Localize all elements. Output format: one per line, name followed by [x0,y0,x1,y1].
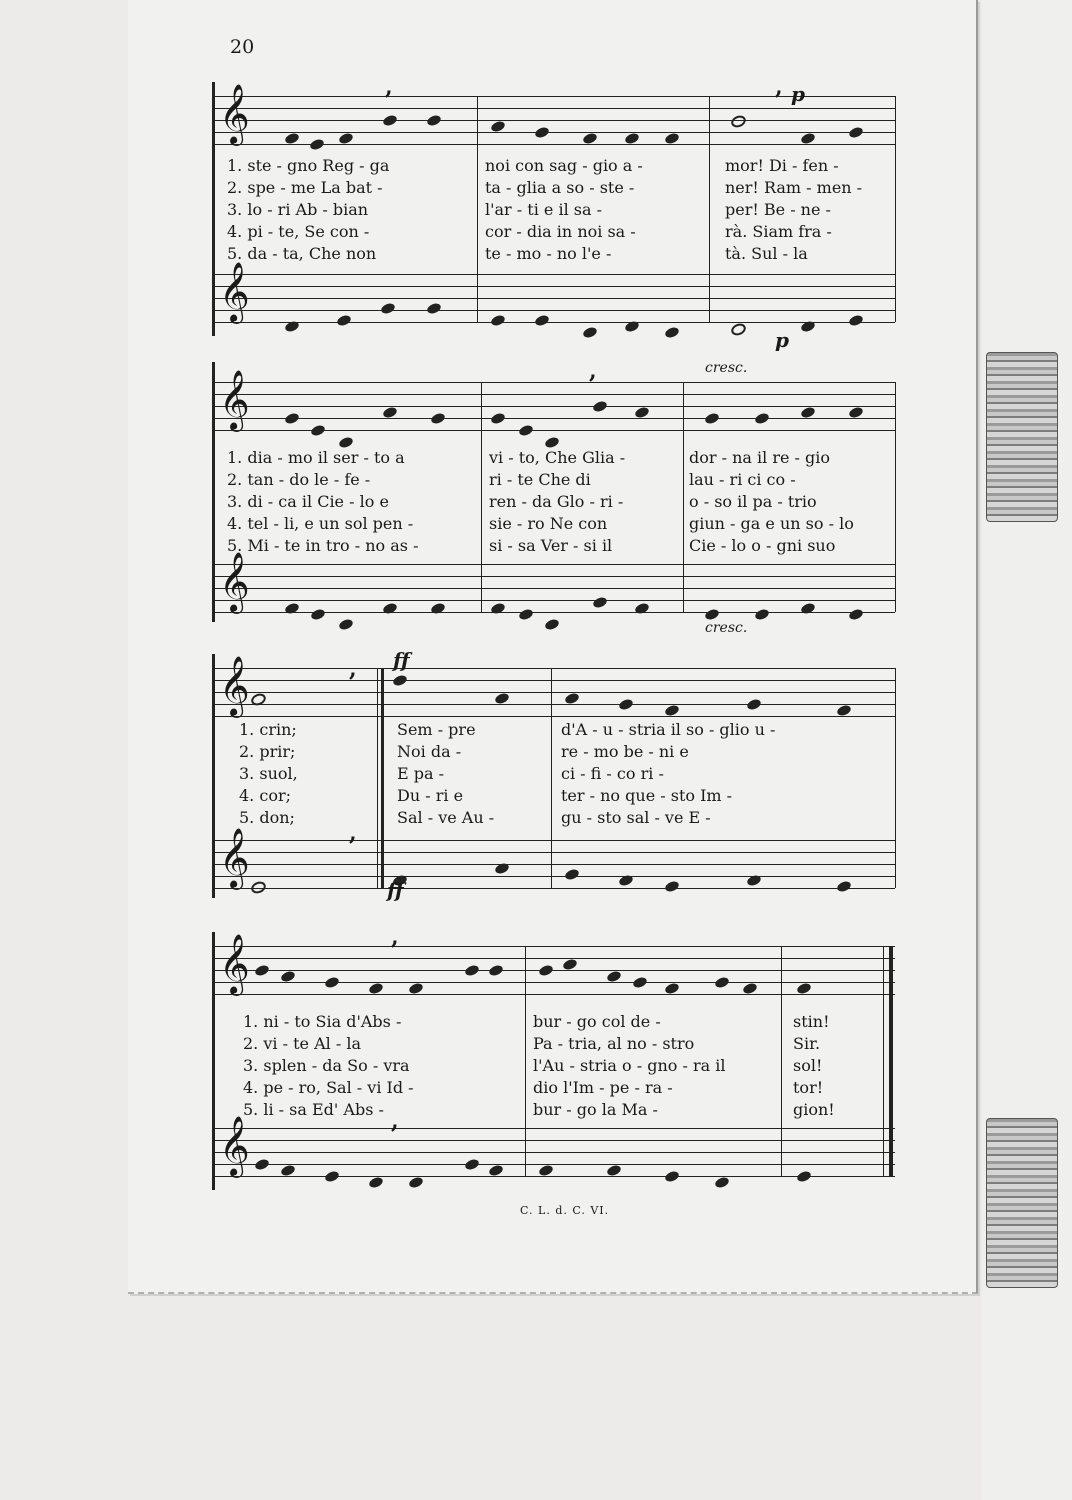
lyric-text: 2. spe - me La bat - [227,178,383,197]
barline [895,668,896,888]
lyric-line [215,1034,895,1056]
lyric-text: 1. ste - gno Reg - ga [227,156,390,175]
staff-line [215,970,895,971]
lyric-text: 2. prir; [239,742,296,761]
staff-line [215,668,895,669]
lyric-line [215,514,895,536]
lyric-text: 4. pi - te, Se con - [227,222,370,241]
lyric-line [215,492,895,514]
lyric-text: tà. Sul - la [725,244,808,263]
lyric-text: re - mo be - ni e [561,742,689,761]
treble-clef-icon: 𝄞 [219,934,250,994]
lyric-line [215,742,895,764]
lyric-line [215,720,895,742]
lyric-text: 5. li - sa Ed' Abs - [243,1100,384,1119]
lyric-text: tor! [793,1078,824,1097]
lyric-line [215,156,895,178]
dynamic-fortissimo: ff [387,878,404,902]
lyric-text: ren - da Glo - ri - [489,492,624,511]
lyric-text: 1. crin; [239,720,297,739]
dynamic-fortissimo: ff [393,648,410,672]
staff-line [215,680,895,681]
staff-line [215,564,895,565]
lyric-text: 2. tan - do le - fe - [227,470,371,489]
lyric-text: d'A - u - stria il so - glio u - [561,720,776,739]
lyric-text: ner! Ram - men - [725,178,863,197]
lyric-line [215,178,895,200]
staff-line [215,132,895,133]
dynamic-piano: p [791,82,805,106]
breath-mark: , [349,656,357,682]
staff-line [215,1176,895,1177]
lyric-text: 4. cor; [239,786,291,805]
breath-mark: , [589,358,597,384]
lyric-text: sol! [793,1056,823,1075]
lyric-text: Noi da - [397,742,462,761]
lyric-text: 1. dia - mo il ser - to a [227,448,405,467]
treble-clef-icon: 𝄞 [219,262,250,322]
lyric-text: Sem - pre [397,720,476,739]
lyric-text: 3. splen - da So - vra [243,1056,410,1075]
lyric-text: Cie - lo o - gni suo [689,536,836,555]
staff-line [215,108,895,109]
lyric-text: 5. Mi - te in tro - no as - [227,536,419,555]
lyric-line [215,244,895,266]
lyric-text: lau - ri ci co - [689,470,796,489]
staff-line [215,588,895,589]
lyric-text: l'ar - ti e il sa - [485,200,603,219]
lyric-text: Sal - ve Au - [397,808,495,827]
breath-mark: , [349,820,357,846]
lyric-text: 3. di - ca il Cie - lo e [227,492,389,511]
publisher-mark: C. L. d. C. VI. [520,1204,610,1217]
barline [895,382,896,612]
lyric-line [215,1012,895,1034]
lyric-text: gu - sto sal - ve E - [561,808,711,827]
lyric-text: ta - glia a so - ste - [485,178,635,197]
staff-line [215,382,895,383]
staff-line [215,876,895,877]
lyric-line [215,764,895,786]
staff-line [215,994,895,995]
treble-clef-icon: 𝄞 [219,1116,250,1176]
staff-lower [215,1116,895,1176]
lyric-text: l'Au - stria o - gno - ra il [533,1056,726,1075]
lyric-text: dor - na il re - gio [689,448,831,467]
staff-line [215,946,895,947]
staff-line [215,298,895,299]
lyric-line [215,808,895,830]
breath-mark: , [391,924,399,950]
lyric-text: cor - dia in noi sa - [485,222,636,241]
breath-mark: , [391,1108,399,1134]
lyric-text: sie - ro Ne con [489,514,608,533]
binding-tab-lower [986,1118,1058,1288]
barline [895,96,896,322]
lyric-line [215,536,895,558]
staff-line [215,1164,895,1165]
treble-clef-icon: 𝄞 [219,828,250,888]
page-number: 20 [230,36,255,58]
lyric-line [215,448,895,470]
treble-clef-icon: 𝄞 [219,370,250,430]
lyric-text: Du - ri e [397,786,464,805]
lyric-text: per! Be - ne - [725,200,831,219]
lyric-text: si - sa Ver - si il [489,536,613,555]
staff-line [215,120,895,121]
staff-line [215,716,895,717]
lyric-line [215,222,895,244]
staff-line [215,692,895,693]
lyric-text: ri - te Che di [489,470,591,489]
binding-tab-upper [986,352,1058,522]
lyric-text: ci - fi - co ri - [561,764,664,783]
lyric-text: o - so il pa - trio [689,492,817,511]
lyric-text: E pa - [397,764,445,783]
staff-lower [215,828,895,888]
staff-line [215,982,895,983]
staff-lower [215,262,895,322]
dynamic-cresc: cresc. [705,360,748,376]
lyric-text: stin! [793,1012,830,1031]
staff-line [215,394,895,395]
staff-lower [215,552,895,612]
lyric-text: ter - no que - sto Im - [561,786,733,805]
lyric-line [215,1078,895,1100]
breath-mark: , [775,74,783,100]
dynamic-cresc: cresc. [705,620,748,636]
staff-line [215,888,895,889]
staff-line [215,1128,895,1129]
lyric-text: Pa - tria, al no - stro [533,1034,695,1053]
lyric-line [215,470,895,492]
lyric-line [215,1100,895,1122]
staff-line [215,704,895,705]
lyric-text: bur - go la Ma - [533,1100,658,1119]
lyric-text: te - mo - no l'e - [485,244,612,263]
lyric-text: 4. tel - li, e un sol pen - [227,514,414,533]
lyric-text: bur - go col de - [533,1012,661,1031]
staff-line [215,418,895,419]
staff-line [215,864,895,865]
lyric-text: vi - to, Che Glia - [489,448,626,467]
staff-line [215,1152,895,1153]
staff-line [215,322,895,323]
treble-clef-icon: 𝄞 [219,84,250,144]
dynamic-piano: p [775,328,789,352]
lyric-text: Sir. [793,1034,821,1053]
lyric-text: 2. vi - te Al - la [243,1034,361,1053]
lyric-line [215,200,895,222]
lyric-text: 1. ni - to Sia d'Abs - [243,1012,402,1031]
lyric-text: rà. Siam fra - [725,222,832,241]
lyric-text: giun - ga e un so - lo [689,514,854,533]
lyric-text: 5. don; [239,808,295,827]
lyric-line [215,1056,895,1078]
staff-line [215,286,895,287]
staff-upper [215,370,895,430]
lyric-text: 3. suol, [239,764,298,783]
lyric-text: noi con sag - gio a - [485,156,643,175]
lyric-text: gion! [793,1100,835,1119]
lyric-text: 4. pe - ro, Sal - vi Id - [243,1078,414,1097]
treble-clef-icon: 𝄞 [219,656,250,716]
staff-line [215,600,895,601]
staff-line [215,406,895,407]
lyric-text: 3. lo - ri Ab - bian [227,200,369,219]
staff-upper [215,934,895,994]
staff-line [215,310,895,311]
staff-line [215,852,895,853]
staff-line [215,1140,895,1141]
staff-line [215,840,895,841]
staff-line [215,958,895,959]
lyric-text: mor! Di - fen - [725,156,839,175]
lyric-text: 5. da - ta, Che non [227,244,377,263]
treble-clef-icon: 𝄞 [219,552,250,612]
breath-mark: , [385,74,393,100]
staff-line [215,274,895,275]
staff-line [215,576,895,577]
lyric-line [215,786,895,808]
lyric-text: dio l'Im - pe - ra - [533,1078,673,1097]
